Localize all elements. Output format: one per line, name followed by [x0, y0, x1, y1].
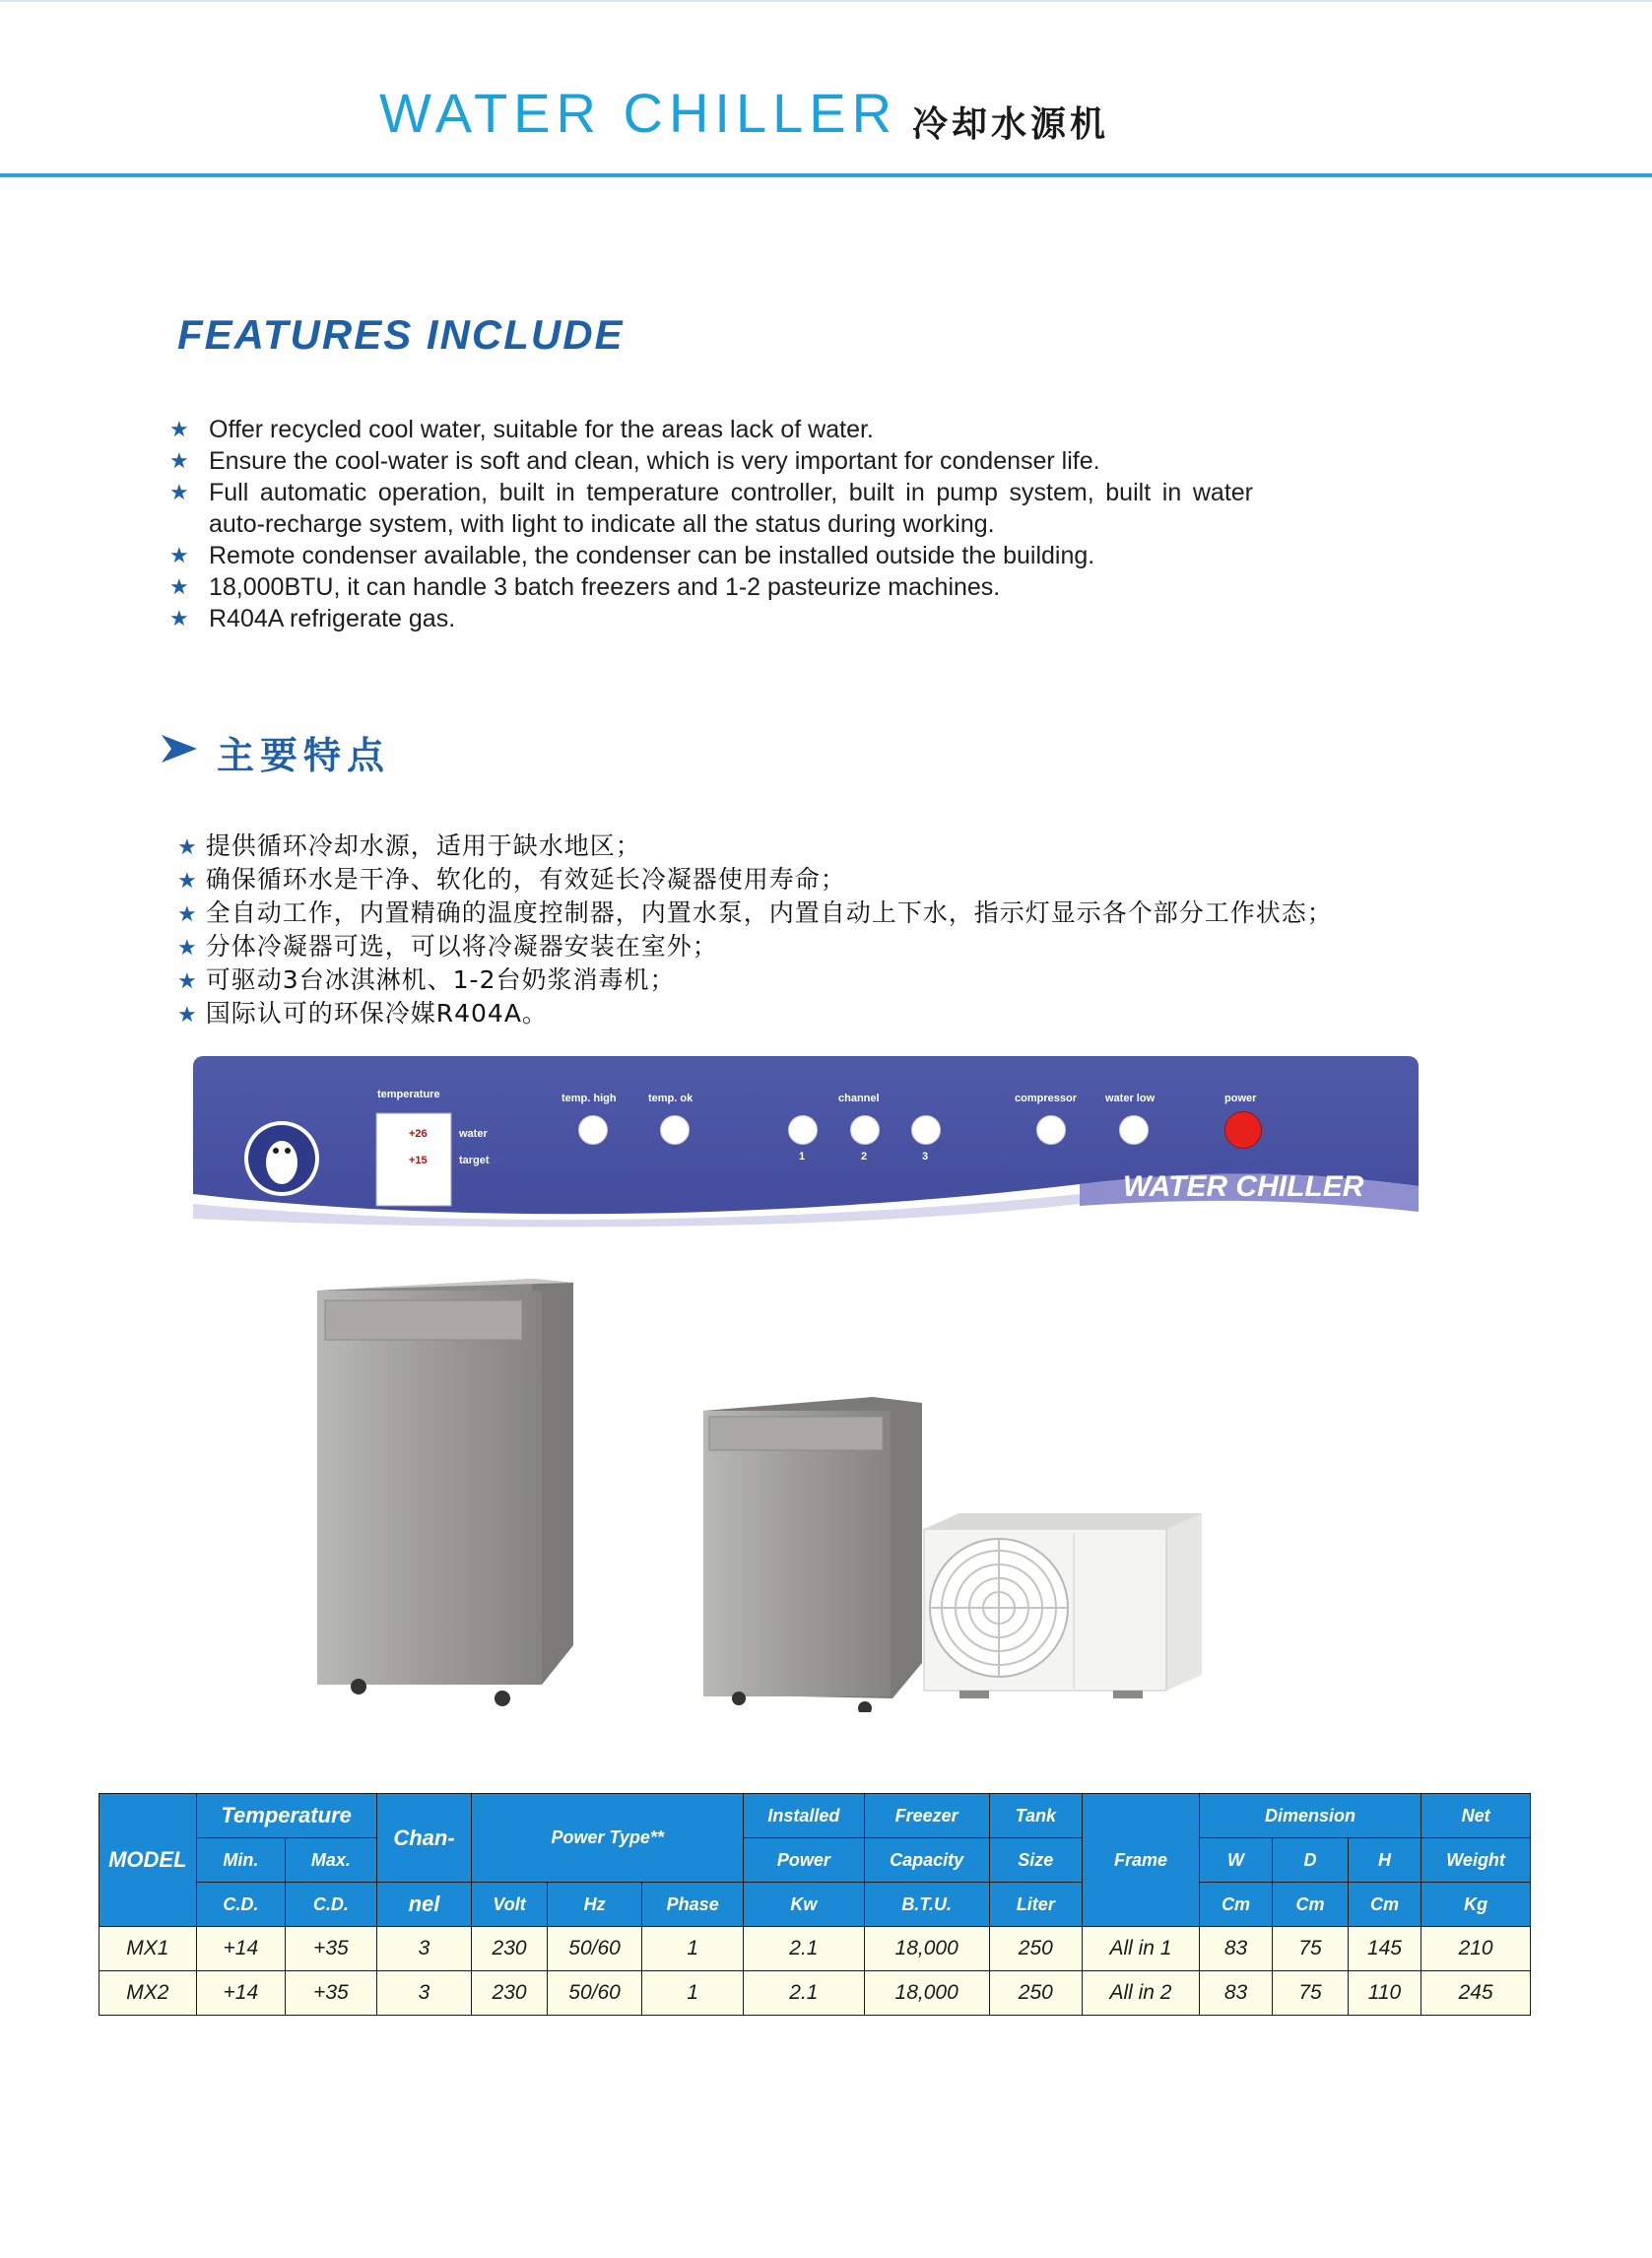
target-temp-value: +15: [409, 1155, 428, 1166]
feature-item-cn: ★ 国际认可的环保冷媒R404A。: [177, 999, 548, 1028]
cell-h: 145: [1348, 1927, 1421, 1971]
feature-item-cn: ★ 全自动工作，内置精确的温度控制器，内置水泵，内置自动上下水，指示灯显示各个部分工作状态；: [177, 898, 1333, 927]
cell-phase: 1: [642, 1927, 744, 1971]
compressor-label: compressor: [1015, 1093, 1077, 1104]
col-header-power: Power: [744, 1838, 865, 1883]
col-header-cm-h: Cm: [1348, 1883, 1421, 1927]
water-low-label: water low: [1105, 1093, 1156, 1104]
col-header-liter: Liter: [989, 1883, 1083, 1927]
col-header-cm-w: Cm: [1199, 1883, 1272, 1927]
feature-item-cn: ★ 分体冷凝器可选，可以将冷凝器安装在室外；: [177, 932, 718, 961]
feature-item: ★ Offer recycled cool water, suitable for the areas lack of water.: [169, 416, 874, 443]
cell-frame: All in 1: [1083, 1927, 1200, 1971]
col-header-phase: Phase: [642, 1883, 744, 1927]
star-icon: ★: [177, 969, 198, 994]
page-title-cn: 冷却水源机: [912, 104, 1110, 145]
feature-item-cn: ★ 可驱动3台冰淇淋机、1-2台奶浆消毒机；: [177, 965, 676, 994]
feature-item: ★ 18,000BTU, it can handle 3 batch freezers and 1-2 pasteurize machines.: [169, 573, 1001, 601]
spec-table: [99, 1793, 1531, 2016]
col-header-btu: B.T.U.: [864, 1883, 989, 1927]
star-icon: ★: [177, 835, 198, 860]
feature-item-cn: ★ 提供循环冷却水源，适用于缺水地区；: [177, 831, 641, 860]
arrow-icon: [160, 729, 199, 768]
penguin-logo-icon: [244, 1121, 319, 1196]
table-header-row: [99, 1794, 1531, 1838]
col-header-dimension: Dimension: [1199, 1794, 1421, 1838]
star-icon: ★: [177, 1003, 198, 1028]
cell-btu: 18,000: [864, 1971, 989, 2016]
star-icon: ★: [169, 574, 189, 599]
col-header-frame: Frame: [1083, 1794, 1200, 1927]
col-header-min-unit: C.D.: [196, 1883, 286, 1927]
cell-kg: 245: [1421, 1971, 1531, 2016]
channel-1-indicator: [788, 1115, 818, 1145]
col-header-w: W: [1199, 1838, 1272, 1883]
col-header-h: H: [1348, 1838, 1421, 1883]
top-rule: [0, 0, 1652, 2]
feature-item: ★ Full automatic operation, built in temperature controller, built in pump system, built in water auto-recharge system, with light to indicate all the status during working.: [169, 479, 1253, 538]
chiller-unit-image-1: [305, 1271, 581, 1714]
feature-item: ★ Remote condenser available, the condenser can be installed outside the building.: [169, 542, 1095, 569]
compressor-indicator: [1036, 1115, 1066, 1145]
cell-channel: 3: [376, 1927, 472, 1971]
col-header-temperature: Temperature: [196, 1794, 376, 1838]
cell-hz: 50/60: [547, 1971, 642, 2016]
col-header-tank: Tank: [989, 1794, 1083, 1838]
cell-d: 75: [1273, 1927, 1348, 1971]
table-header-row: [99, 1883, 1531, 1927]
col-header-power-type: Power Type**: [472, 1794, 744, 1883]
power-indicator: [1224, 1111, 1262, 1149]
cell-model: MX2: [99, 1971, 197, 2016]
chiller-unit-image-2: [695, 1387, 932, 1712]
col-header-d: D: [1273, 1838, 1348, 1883]
star-icon: ★: [169, 480, 189, 504]
cell-max: +35: [286, 1971, 377, 2016]
col-header-net: Net: [1421, 1794, 1531, 1838]
table-header-row: [99, 1838, 1531, 1883]
temperature-label: temperature: [377, 1089, 440, 1100]
cell-w: 83: [1199, 1971, 1272, 2016]
channel-label: channel: [838, 1093, 880, 1104]
cell-phase: 1: [642, 1971, 744, 2016]
col-header-kw: Kw: [744, 1883, 865, 1927]
cell-min: +14: [196, 1971, 286, 2016]
cell-hz: 50/60: [547, 1927, 642, 1971]
star-icon: ★: [177, 869, 198, 894]
features-heading: FEATURES INCLUDE: [177, 311, 625, 358]
channel-2-label: 2: [861, 1151, 868, 1162]
cell-kw: 2.1: [744, 1927, 865, 1971]
cell-volt: 230: [472, 1971, 547, 2016]
feature-item: ★ R404A refrigerate gas.: [169, 605, 456, 632]
feature-item: ★ Ensure the cool-water is soft and clean, which is very important for condenser life.: [169, 447, 1100, 475]
header-divider: [0, 173, 1652, 177]
col-header-weight: Weight: [1421, 1838, 1531, 1883]
channel-1-label: 1: [799, 1151, 806, 1162]
cell-w: 83: [1199, 1927, 1272, 1971]
cell-d: 75: [1273, 1971, 1348, 2016]
cell-liter: 250: [989, 1927, 1083, 1971]
cell-max: +35: [286, 1927, 377, 1971]
col-header-max: Max.: [286, 1838, 377, 1883]
cell-btu: 18,000: [864, 1927, 989, 1971]
col-header-volt: Volt: [472, 1883, 547, 1927]
water-low-indicator: [1119, 1115, 1149, 1145]
cell-min: +14: [196, 1927, 286, 1971]
panel-brand: WATER CHILLER: [1123, 1170, 1364, 1203]
col-header-installed: Installed: [744, 1794, 865, 1838]
cell-kw: 2.1: [744, 1971, 865, 2016]
cell-volt: 230: [472, 1927, 547, 1971]
cell-liter: 250: [989, 1971, 1083, 2016]
page-title: WATER CHILLER: [379, 82, 898, 144]
channel-2-indicator: [850, 1115, 880, 1145]
col-header-min: Min.: [196, 1838, 286, 1883]
target-label: target: [459, 1155, 490, 1166]
col-header-size: Size: [989, 1838, 1083, 1883]
feature-item-cn: ★ 确保循环水是干净、软化的，有效延长冷凝器使用寿命；: [177, 865, 846, 894]
col-header-kg: Kg: [1421, 1883, 1531, 1927]
water-temp-value: +26: [409, 1128, 428, 1140]
star-icon: ★: [169, 417, 189, 441]
table-row: [99, 1927, 1531, 1971]
col-header-capacity: Capacity: [864, 1838, 989, 1883]
channel-3-label: 3: [922, 1151, 929, 1162]
star-icon: ★: [169, 543, 189, 567]
channel-3-indicator: [911, 1115, 941, 1145]
col-header-freezer: Freezer: [864, 1794, 989, 1838]
temp-ok-indicator: [660, 1115, 690, 1145]
cell-model: MX1: [99, 1927, 197, 1971]
cell-h: 110: [1348, 1971, 1421, 2016]
col-header-channel-2: nel: [376, 1883, 472, 1927]
cell-channel: 3: [376, 1971, 472, 2016]
col-header-channel-1: Chan-: [376, 1794, 472, 1883]
temp-high-label: temp. high: [562, 1093, 617, 1104]
star-icon: ★: [169, 606, 189, 631]
star-icon: ★: [169, 448, 189, 473]
cell-kg: 210: [1421, 1927, 1531, 1971]
col-header-max-unit: C.D.: [286, 1883, 377, 1927]
star-icon: ★: [177, 902, 198, 927]
col-header-model: MODEL: [99, 1794, 197, 1927]
water-label: water: [459, 1128, 488, 1140]
temp-ok-label: temp. ok: [648, 1093, 694, 1104]
condenser-unit-image: [920, 1509, 1208, 1704]
temp-high-indicator: [578, 1115, 608, 1145]
features-heading-cn: 主要特点: [217, 734, 391, 777]
cell-frame: All in 2: [1083, 1971, 1200, 2016]
power-label: power: [1224, 1093, 1257, 1104]
star-icon: ★: [177, 936, 198, 961]
table-row: [99, 1971, 1531, 2016]
col-header-cm-d: Cm: [1273, 1883, 1348, 1927]
col-header-hz: Hz: [547, 1883, 642, 1927]
